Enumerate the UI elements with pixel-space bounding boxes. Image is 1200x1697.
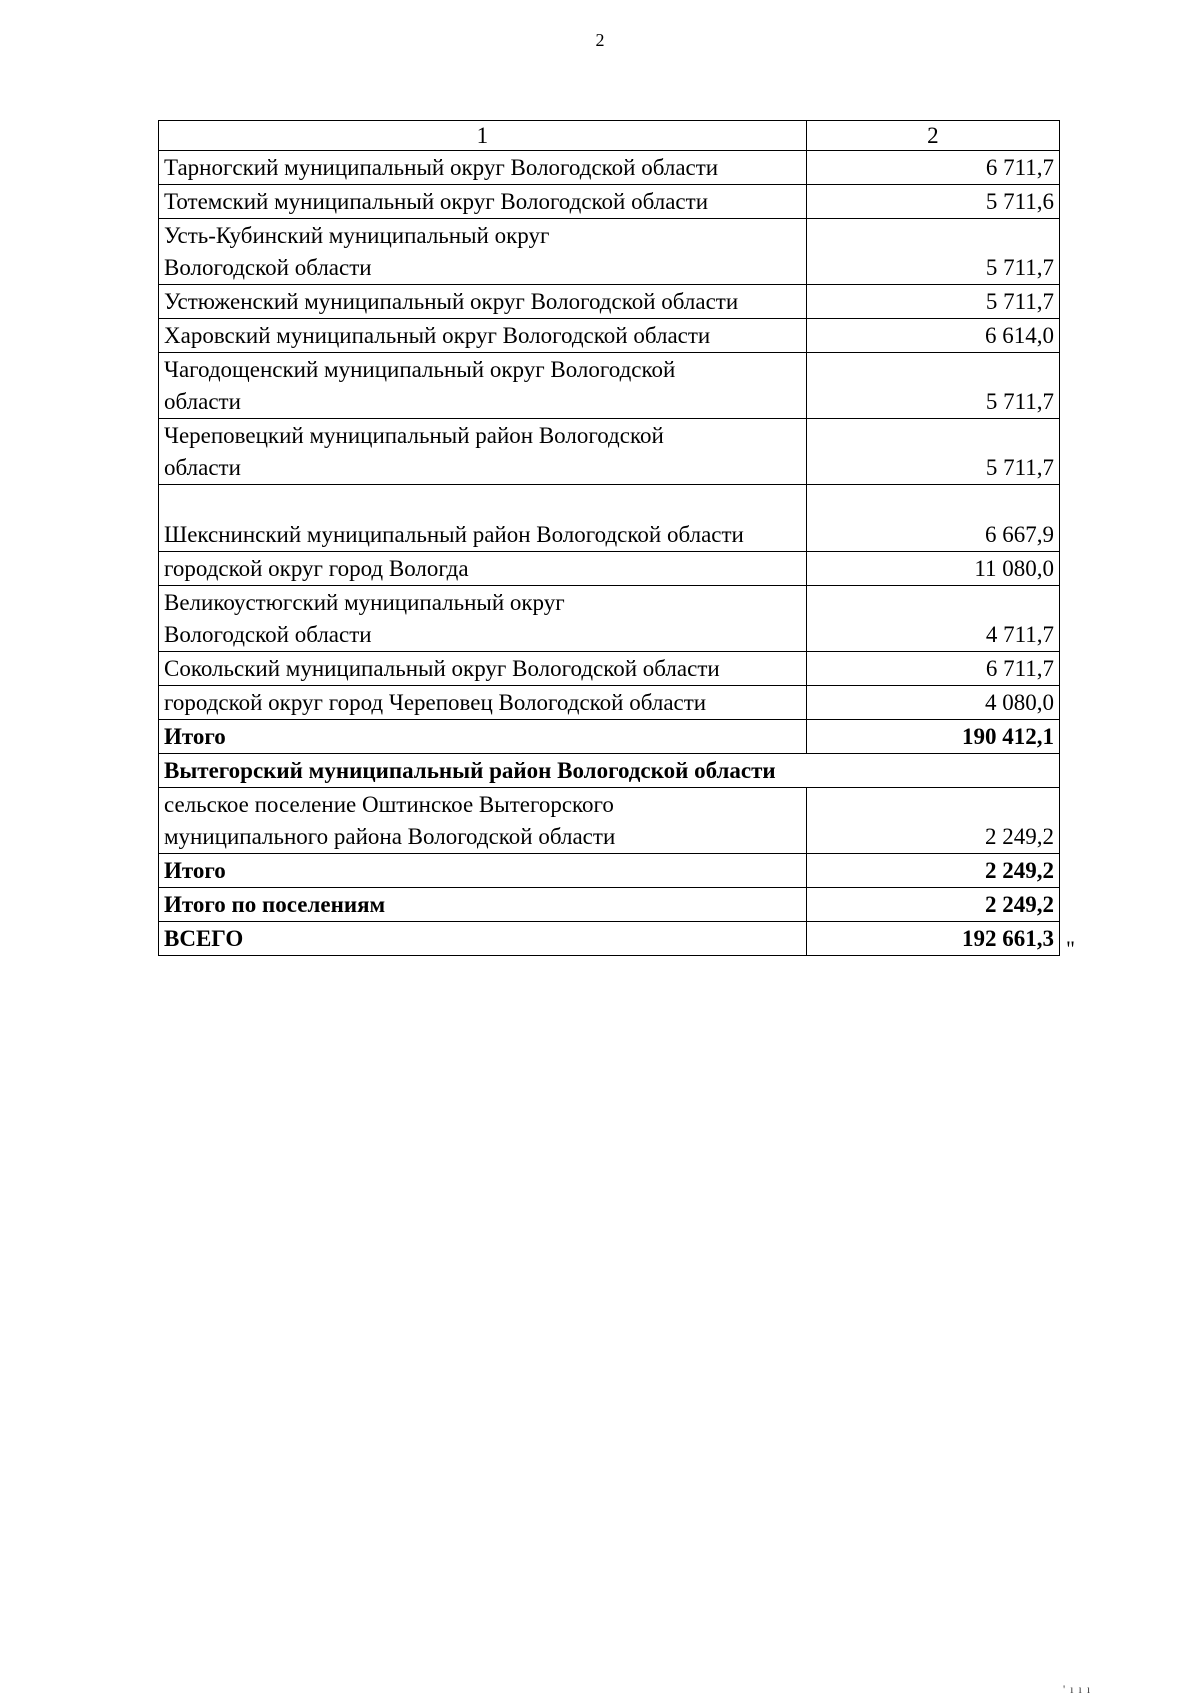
settlements-total-value: 2 249,2: [806, 888, 1059, 922]
row-name: сельское поселение Оштинское Вытегорского муниципального района Вологодской области: [159, 788, 807, 854]
table-row: [159, 485, 1060, 552]
row-name: Великоустюгский муниципальный округ Вологодской области: [159, 586, 807, 652]
subtotal-value: 2 249,2: [806, 854, 1059, 888]
table-row: [159, 586, 1060, 652]
row-value: 4 080,0: [806, 686, 1059, 720]
row-name: городской округ город Вологда: [159, 552, 807, 586]
grand-total-value: 192 661,3: [806, 922, 1059, 956]
table-row: [159, 652, 1060, 686]
table-row: [159, 319, 1060, 353]
row-value: 5 711,7: [806, 419, 1059, 485]
row-value: 5 711,6: [806, 185, 1059, 219]
row-name: городской округ город Череповец Вологодской области: [159, 686, 807, 720]
subtotal-label: Итого: [159, 720, 807, 754]
scan-marks: ' ı ı ı: [1063, 1682, 1092, 1696]
row-name: Тотемский муниципальный округ Вологодской области: [159, 185, 807, 219]
row-value: 6 667,9: [806, 485, 1059, 552]
row-value: 5 711,7: [806, 285, 1059, 319]
subtotal-label: Итого: [159, 854, 807, 888]
closing-quote: ": [1066, 936, 1075, 961]
header-col-1: 1: [159, 121, 807, 151]
table-row: [159, 219, 1060, 285]
grand-total-row: [159, 922, 1060, 956]
grand-total-label: ВСЕГО: [159, 922, 807, 956]
row-name: Усть-Кубинский муниципальный округ Вологодской области: [159, 219, 807, 285]
table-header-row: [159, 121, 1060, 151]
row-name: Тарногский муниципальный округ Вологодской области: [159, 151, 807, 185]
page-number: 2: [595, 30, 605, 50]
section-header-row: [159, 754, 1060, 788]
row-name: Чагодощенский муниципальный округ Вологодской области: [159, 353, 807, 419]
row-name: Череповецкий муниципальный район Вологодской области: [159, 419, 807, 485]
subtotal-value: 190 412,1: [806, 720, 1059, 754]
row-value: 6 711,7: [806, 151, 1059, 185]
settlements-total-label: Итого по поселениям: [159, 888, 807, 922]
allocation-table: [158, 120, 1060, 956]
row-value: 6 614,0: [806, 319, 1059, 353]
row-value: 2 249,2: [806, 788, 1059, 854]
table-row: [159, 185, 1060, 219]
table-row: [159, 419, 1060, 485]
section-header: Вытегорский муниципальный район Вологодской области: [159, 754, 1060, 788]
table-row: [159, 353, 1060, 419]
table-row: [159, 285, 1060, 319]
row-value: 4 711,7: [806, 586, 1059, 652]
row-value: 6 711,7: [806, 652, 1059, 686]
row-value: 5 711,7: [806, 219, 1059, 285]
row-name: Харовский муниципальный округ Вологодской области: [159, 319, 807, 353]
subtotal-row: [159, 854, 1060, 888]
row-value: 11 080,0: [806, 552, 1059, 586]
table-row: [159, 788, 1060, 854]
table-row: [159, 686, 1060, 720]
table-row: [159, 151, 1060, 185]
row-name: Шекснинский муниципальный район Вологодской области: [159, 485, 807, 552]
row-name: Сокольский муниципальный округ Вологодской области: [159, 652, 807, 686]
settlements-total-row: [159, 888, 1060, 922]
subtotal-row: [159, 720, 1060, 754]
row-value: 5 711,7: [806, 353, 1059, 419]
row-name: Устюженский муниципальный округ Вологодской области: [159, 285, 807, 319]
table-row: [159, 552, 1060, 586]
header-col-2: 2: [806, 121, 1059, 151]
